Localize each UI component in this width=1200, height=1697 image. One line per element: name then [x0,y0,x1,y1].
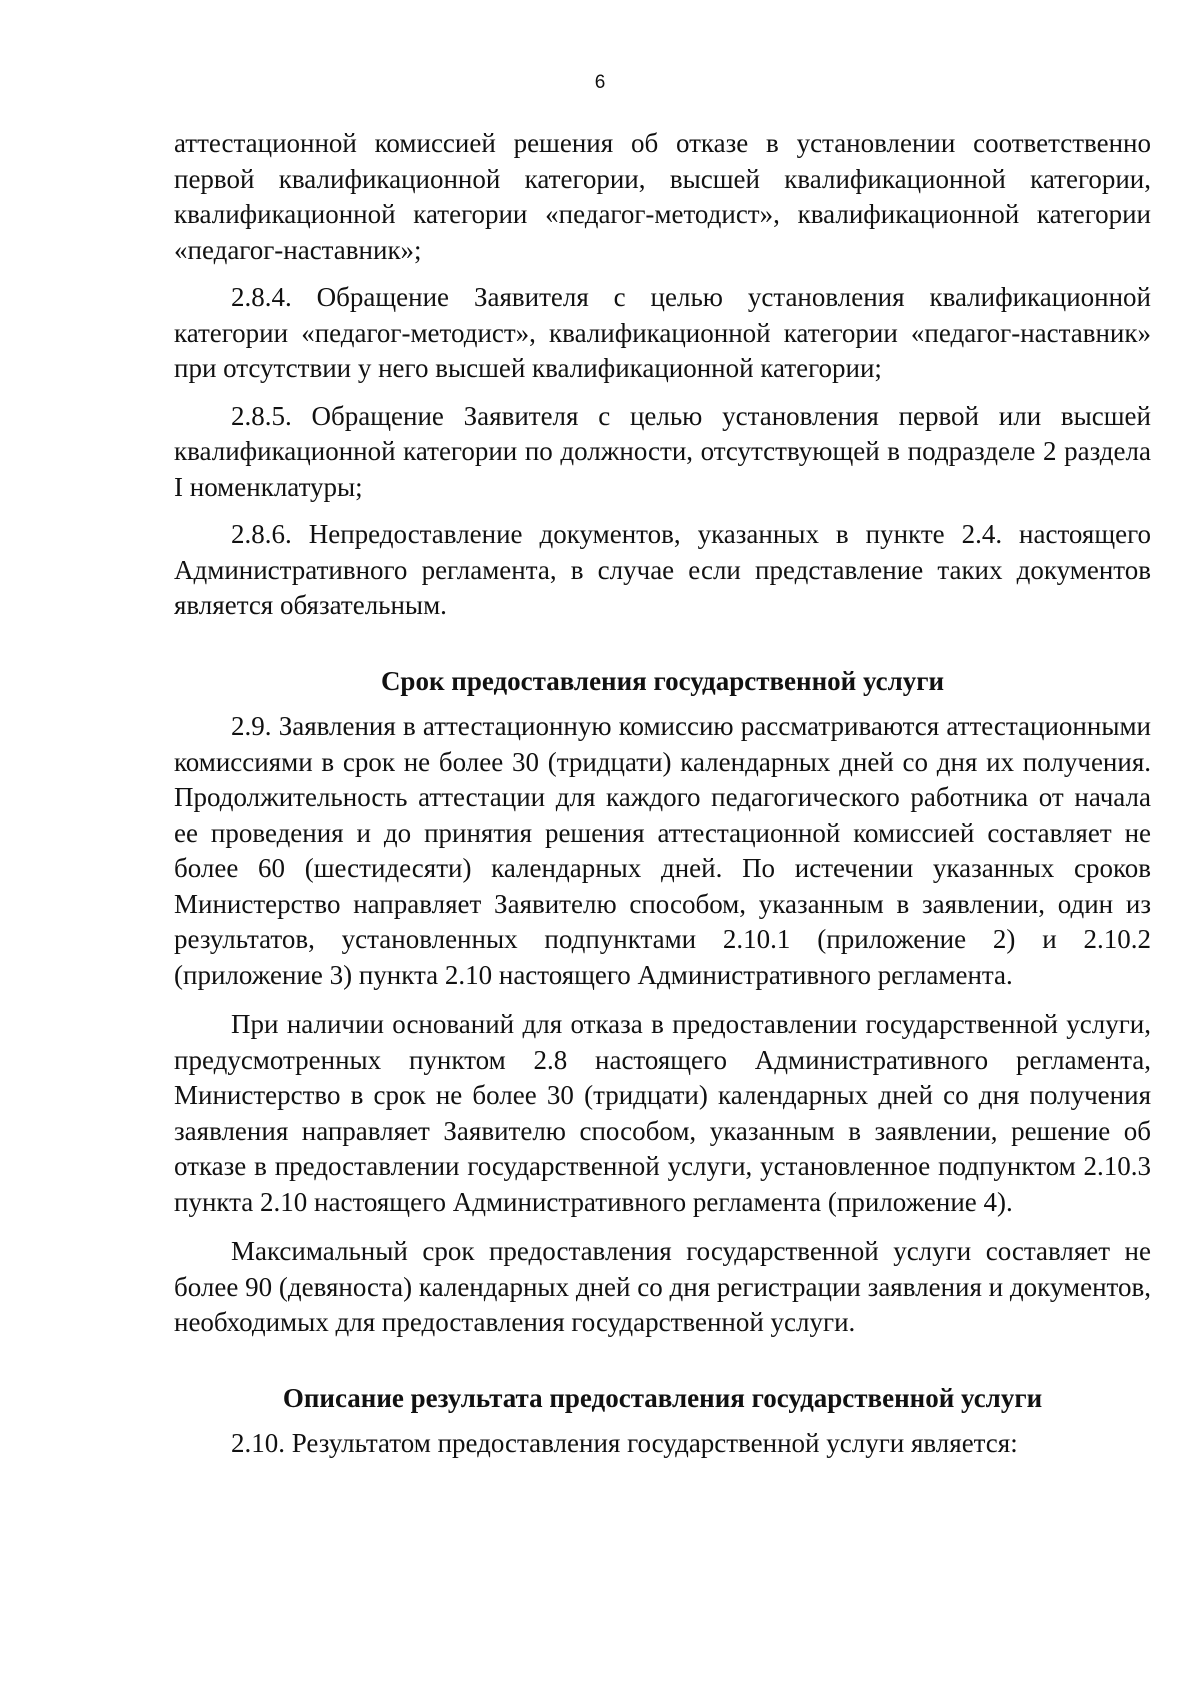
paragraph-2-8-6: 2.8.6. Непредоставление документов, указанных в пункте 2.4. настоящего Административного регламента, в случае если представление таких документов является обязательным. [174,519,1151,620]
page-number: 6 [594,72,606,93]
paragraph-refusal-grounds: При наличии оснований для отказа в предоставлении государственной услуги, предусмотренных пунктом 2.8 настоящего Административного регламента, Министерство в срок не более 30 (тридцати) календарных дней со дня получения заявления направляет Заявителю способом, указанным в заявлении, решение об отказе в предоставлении государственной услуги, установленное подпунктом 2.10.3 пункта 2.10 настоящего Административного регламента (приложение 4). [174,1009,1151,1217]
paragraph-max-term: Максимальный срок предоставления государственной услуги составляет не более 90 (девяноста) календарных дней со дня регистрации заявления и документов, необходимых для предоставления государственной услуги. [174,1236,1151,1337]
section-heading-result: Описание результата предоставления государственной услуги [282,1382,1043,1413]
paragraph-2-9: 2.9. Заявления в аттестационную комиссию рассматриваются аттестационными комиссиями в срок не более 30 (тридцати) календарных дней со дня их получения. Продолжительность аттестации для каждого педагогического работника от начала ее проведения и до принятия решения аттестационной комиссией составляет не более 60 (шестидесяти) календарных дней. По истечении указанных сроков Министерство направляет Заявителю способом, указанным в заявлении, один из результатов, установленных подпунктами 2.10.1 (приложение 2) и 2.10.2 (приложение 3) пункта 2.10 настоящего Административного регламента. [174,711,1151,990]
paragraph-2-8-4: 2.8.4. Обращение Заявителя с целью установления квалификационной категории «педагог-методист», квалификационной категории «педагог-наставник» при отсутствии у него высшей квалификационной категории; [174,282,1151,383]
section-heading-term: Срок предоставления государственной услуги [380,665,945,696]
paragraph-2-10: 2.10. Результатом предоставления государственной услуги является: [231,1428,1018,1458]
paragraph-continuation: аттестационной комиссией решения об отказе в установлении соответственно первой квалификационной категории, высшей квалификационной категории, квалификационной категории «педагог-методист», квалификационной категории «педагог-наставник»; [174,128,1151,265]
paragraph-2-8-5: 2.8.5. Обращение Заявителя с целью установления первой или высшей квалификационной категории по должности, отсутствующей в подразделе 2 раздела I номенклатуры; [174,400,1151,502]
document-body [174,126,1151,1462]
